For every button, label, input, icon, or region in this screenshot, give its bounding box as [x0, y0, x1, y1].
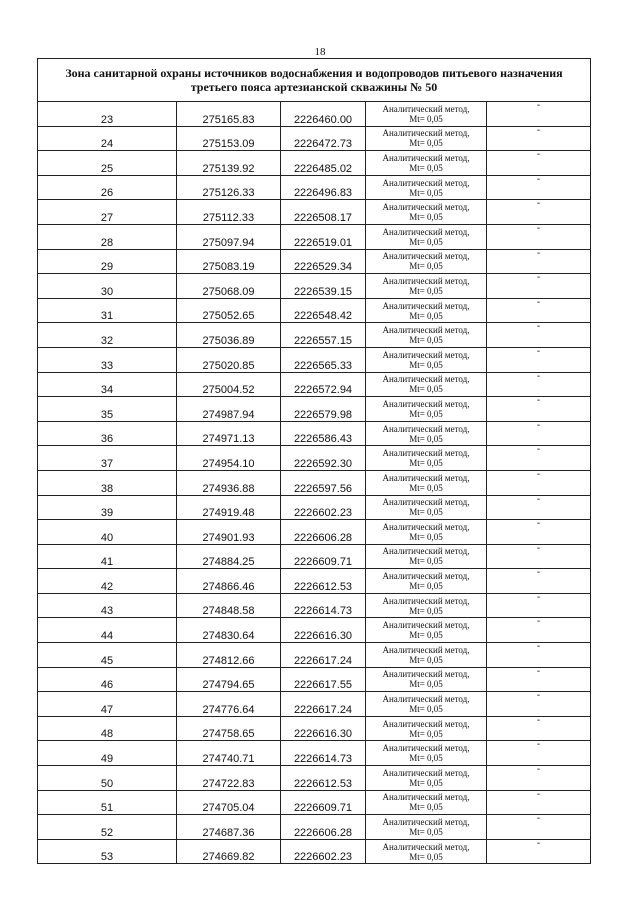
y-coordinate-cell: 2226565.33 [281, 347, 366, 372]
note-cell: - [487, 126, 591, 151]
x-coordinate-cell: 274776.64 [177, 692, 281, 717]
point-number-cell: 30 [38, 274, 177, 299]
method-text: Аналитический метод, [382, 767, 470, 778]
y-coordinate-cell: 2226617.55 [281, 667, 366, 692]
method-text: Аналитический метод, [382, 571, 470, 582]
method-cell [366, 667, 487, 692]
accuracy-text: Mt= 0,05 [409, 581, 443, 592]
y-coordinate-cell: 2226616.30 [281, 716, 366, 741]
point-number-cell: 24 [38, 126, 177, 151]
x-coordinate-cell: 275097.94 [177, 224, 281, 249]
method-cell [366, 249, 487, 274]
table-row [38, 520, 591, 545]
table-row [38, 298, 591, 323]
y-coordinate-cell: 2226496.83 [281, 175, 366, 200]
method-cell [366, 200, 487, 225]
x-coordinate-cell: 274848.58 [177, 593, 281, 618]
method-text: Аналитический метод, [382, 128, 470, 139]
method-cell [366, 372, 487, 397]
accuracy-text: Mt= 0,05 [409, 482, 443, 493]
y-coordinate-cell: 2226485.02 [281, 151, 366, 176]
x-coordinate-cell: 275052.65 [177, 298, 281, 323]
accuracy-text: Mt= 0,05 [409, 827, 443, 838]
accuracy-text: Mt= 0,05 [409, 310, 443, 321]
table-row [38, 224, 591, 249]
note-cell: - [487, 298, 591, 323]
x-coordinate-cell: 275126.33 [177, 175, 281, 200]
method-text: Аналитический метод, [382, 423, 470, 434]
accuracy-text: Mt= 0,05 [409, 802, 443, 813]
note-cell: - [487, 741, 591, 766]
accuracy-text: Mt= 0,05 [409, 851, 443, 862]
y-coordinate-cell: 2226572.94 [281, 372, 366, 397]
accuracy-text: Mt= 0,05 [409, 531, 443, 542]
method-cell [366, 470, 487, 495]
note-cell: - [487, 815, 591, 840]
note-cell: - [487, 544, 591, 569]
table-row [38, 790, 591, 815]
accuracy-text: Mt= 0,05 [409, 261, 443, 272]
x-coordinate-cell: 275153.09 [177, 126, 281, 151]
y-coordinate-cell: 2226472.73 [281, 126, 366, 151]
note-cell: - [487, 692, 591, 717]
accuracy-text: Mt= 0,05 [409, 507, 443, 518]
y-coordinate-cell: 2226612.53 [281, 569, 366, 594]
point-number-cell: 32 [38, 323, 177, 348]
note-cell: - [487, 569, 591, 594]
table-row [38, 102, 591, 127]
note-cell: - [487, 618, 591, 643]
method-text: Аналитический метод, [382, 374, 470, 385]
point-number-cell: 51 [38, 790, 177, 815]
method-text: Аналитический метод, [382, 177, 470, 188]
method-text: Аналитический метод, [382, 694, 470, 705]
x-coordinate-cell: 274919.48 [177, 495, 281, 520]
x-coordinate-cell: 274954.10 [177, 446, 281, 471]
x-coordinate-cell: 275004.52 [177, 372, 281, 397]
x-coordinate-cell: 274971.13 [177, 421, 281, 446]
method-text: Аналитический метод, [382, 472, 470, 483]
method-text: Аналитический метод, [382, 275, 470, 286]
note-cell: - [487, 175, 591, 200]
accuracy-text: Mt= 0,05 [409, 433, 443, 444]
y-coordinate-cell: 2226616.30 [281, 618, 366, 643]
note-cell: - [487, 274, 591, 299]
point-number-cell: 41 [38, 544, 177, 569]
x-coordinate-cell: 275112.33 [177, 200, 281, 225]
method-text: Аналитический метод, [382, 669, 470, 680]
accuracy-text: Mt= 0,05 [409, 359, 443, 370]
table-row [38, 741, 591, 766]
y-coordinate-cell: 2226614.73 [281, 593, 366, 618]
x-coordinate-cell: 275139.92 [177, 151, 281, 176]
method-cell [366, 323, 487, 348]
method-text: Аналитический метод, [382, 300, 470, 311]
accuracy-text: Mt= 0,05 [409, 384, 443, 395]
x-coordinate-cell: 274722.83 [177, 766, 281, 791]
point-number-cell: 31 [38, 298, 177, 323]
table-row [38, 151, 591, 176]
note-cell: - [487, 323, 591, 348]
method-cell [366, 274, 487, 299]
table-row [38, 667, 591, 692]
method-text: Аналитический метод, [382, 841, 470, 852]
table-title [38, 59, 591, 102]
y-coordinate-cell: 2226592.30 [281, 446, 366, 471]
accuracy-text: Mt= 0,05 [409, 654, 443, 665]
point-number-cell: 37 [38, 446, 177, 471]
table-row [38, 126, 591, 151]
point-number-cell: 53 [38, 839, 177, 864]
method-text: Аналитический метод, [382, 325, 470, 336]
method-text: Аналитический метод, [382, 817, 470, 828]
point-number-cell: 34 [38, 372, 177, 397]
note-cell: - [487, 716, 591, 741]
method-text: Аналитический метод, [382, 202, 470, 213]
method-cell [366, 347, 487, 372]
x-coordinate-cell: 275020.85 [177, 347, 281, 372]
note-cell: - [487, 790, 591, 815]
y-coordinate-cell: 2226529.34 [281, 249, 366, 274]
method-text: Аналитический метод, [382, 448, 470, 459]
table-row [38, 766, 591, 791]
table-row [38, 421, 591, 446]
method-cell [366, 421, 487, 446]
note-cell: - [487, 667, 591, 692]
accuracy-text: Mt= 0,05 [409, 138, 443, 149]
y-coordinate-cell: 2226617.24 [281, 692, 366, 717]
table-row [38, 347, 591, 372]
method-text: Аналитический метод, [382, 349, 470, 360]
table-row [38, 692, 591, 717]
note-cell: - [487, 470, 591, 495]
table-title-line-2: третьего пояса артезианской скважины № 50 [190, 80, 438, 94]
accuracy-text: Mt= 0,05 [409, 556, 443, 567]
x-coordinate-cell: 275068.09 [177, 274, 281, 299]
method-cell [366, 790, 487, 815]
page-number: 18 [314, 46, 326, 58]
method-text: Аналитический метод, [382, 644, 470, 655]
coordinates-table [37, 58, 591, 864]
accuracy-text: Mt= 0,05 [409, 408, 443, 419]
point-number-cell: 48 [38, 716, 177, 741]
accuracy-text: Mt= 0,05 [409, 704, 443, 715]
point-number-cell: 39 [38, 495, 177, 520]
y-coordinate-cell: 2226609.71 [281, 544, 366, 569]
point-number-cell: 49 [38, 741, 177, 766]
table-row [38, 397, 591, 422]
point-number-cell: 28 [38, 224, 177, 249]
note-cell: - [487, 151, 591, 176]
x-coordinate-cell: 274812.66 [177, 643, 281, 668]
x-coordinate-cell: 274687.36 [177, 815, 281, 840]
method-text: Аналитический метод, [382, 546, 470, 557]
note-cell: - [487, 839, 591, 864]
y-coordinate-cell: 2226586.43 [281, 421, 366, 446]
table-row [38, 544, 591, 569]
y-coordinate-cell: 2226519.01 [281, 224, 366, 249]
table-row [38, 470, 591, 495]
method-cell [366, 766, 487, 791]
point-number-cell: 46 [38, 667, 177, 692]
accuracy-text: Mt= 0,05 [409, 728, 443, 739]
y-coordinate-cell: 2226557.15 [281, 323, 366, 348]
method-text: Аналитический метод, [382, 103, 470, 114]
table-row [38, 249, 591, 274]
method-cell [366, 618, 487, 643]
y-coordinate-cell: 2226508.17 [281, 200, 366, 225]
method-cell [366, 397, 487, 422]
note-cell: - [487, 200, 591, 225]
method-cell [366, 224, 487, 249]
table-row [38, 815, 591, 840]
method-text: Аналитический метод, [382, 226, 470, 237]
accuracy-text: Mt= 0,05 [409, 335, 443, 346]
point-number-cell: 27 [38, 200, 177, 225]
table-row [38, 200, 591, 225]
note-cell: - [487, 224, 591, 249]
note-cell: - [487, 643, 591, 668]
note-cell: - [487, 520, 591, 545]
method-text: Аналитический метод, [382, 521, 470, 532]
y-coordinate-cell: 2226548.42 [281, 298, 366, 323]
x-coordinate-cell: 274705.04 [177, 790, 281, 815]
table-row [38, 839, 591, 864]
y-coordinate-cell: 2226606.28 [281, 520, 366, 545]
note-cell: - [487, 766, 591, 791]
y-coordinate-cell: 2226602.23 [281, 839, 366, 864]
y-coordinate-cell: 2226617.24 [281, 643, 366, 668]
y-coordinate-cell: 2226609.71 [281, 790, 366, 815]
point-number-cell: 38 [38, 470, 177, 495]
accuracy-text: Mt= 0,05 [409, 187, 443, 198]
x-coordinate-cell: 275165.83 [177, 102, 281, 127]
method-cell [366, 692, 487, 717]
method-cell [366, 175, 487, 200]
accuracy-text: Mt= 0,05 [409, 285, 443, 296]
table-header-row [38, 59, 591, 102]
note-cell: - [487, 421, 591, 446]
method-text: Аналитический метод, [382, 398, 470, 409]
y-coordinate-cell: 2226539.15 [281, 274, 366, 299]
point-number-cell: 23 [38, 102, 177, 127]
x-coordinate-cell: 274936.88 [177, 470, 281, 495]
point-number-cell: 43 [38, 593, 177, 618]
note-cell: - [487, 249, 591, 274]
point-number-cell: 52 [38, 815, 177, 840]
y-coordinate-cell: 2226614.73 [281, 741, 366, 766]
x-coordinate-cell: 274740.71 [177, 741, 281, 766]
table-row [38, 446, 591, 471]
y-coordinate-cell: 2226597.56 [281, 470, 366, 495]
method-cell [366, 446, 487, 471]
method-cell [366, 151, 487, 176]
accuracy-text: Mt= 0,05 [409, 630, 443, 641]
x-coordinate-cell: 274901.93 [177, 520, 281, 545]
table-row [38, 175, 591, 200]
point-number-cell: 26 [38, 175, 177, 200]
note-cell: - [487, 347, 591, 372]
method-text: Аналитический метод, [382, 251, 470, 262]
point-number-cell: 35 [38, 397, 177, 422]
y-coordinate-cell: 2226602.23 [281, 495, 366, 520]
note-cell: - [487, 397, 591, 422]
method-cell [366, 569, 487, 594]
method-cell [366, 544, 487, 569]
method-cell [366, 298, 487, 323]
point-number-cell: 42 [38, 569, 177, 594]
x-coordinate-cell: 274669.82 [177, 839, 281, 864]
accuracy-text: Mt= 0,05 [409, 777, 443, 788]
note-cell: - [487, 372, 591, 397]
method-text: Аналитический метод, [382, 497, 470, 508]
method-cell [366, 815, 487, 840]
accuracy-text: Mt= 0,05 [409, 212, 443, 223]
table-row [38, 495, 591, 520]
accuracy-text: Mt= 0,05 [409, 605, 443, 616]
y-coordinate-cell: 2226612.53 [281, 766, 366, 791]
y-coordinate-cell: 2226606.28 [281, 815, 366, 840]
x-coordinate-cell: 275036.89 [177, 323, 281, 348]
table-row [38, 618, 591, 643]
x-coordinate-cell: 274866.46 [177, 569, 281, 594]
accuracy-text: Mt= 0,05 [409, 458, 443, 469]
method-text: Аналитический метод, [382, 792, 470, 803]
accuracy-text: Mt= 0,05 [409, 162, 443, 173]
method-cell [366, 839, 487, 864]
x-coordinate-cell: 274794.65 [177, 667, 281, 692]
accuracy-text: Mt= 0,05 [409, 679, 443, 690]
accuracy-text: Mt= 0,05 [409, 113, 443, 124]
table-row [38, 274, 591, 299]
y-coordinate-cell: 2226579.98 [281, 397, 366, 422]
note-cell: - [487, 102, 591, 127]
point-number-cell: 36 [38, 421, 177, 446]
table-body [38, 59, 591, 864]
point-number-cell: 40 [38, 520, 177, 545]
point-number-cell: 25 [38, 151, 177, 176]
table-row [38, 643, 591, 668]
method-cell [366, 643, 487, 668]
accuracy-text: Mt= 0,05 [409, 753, 443, 764]
table-row [38, 323, 591, 348]
accuracy-text: Mt= 0,05 [409, 236, 443, 247]
point-number-cell: 50 [38, 766, 177, 791]
table-row [38, 569, 591, 594]
method-cell [366, 716, 487, 741]
method-cell [366, 741, 487, 766]
point-number-cell: 45 [38, 643, 177, 668]
point-number-cell: 47 [38, 692, 177, 717]
x-coordinate-cell: 274830.64 [177, 618, 281, 643]
method-text: Аналитический метод, [382, 595, 470, 606]
table-title-line-1: Зона санитарной охраны источников водоснабжения и водопроводов питьевого назначения [65, 66, 563, 80]
x-coordinate-cell: 275083.19 [177, 249, 281, 274]
y-coordinate-cell: 2226460.00 [281, 102, 366, 127]
method-text: Аналитический метод, [382, 620, 470, 631]
x-coordinate-cell: 274758.65 [177, 716, 281, 741]
x-coordinate-cell: 274884.25 [177, 544, 281, 569]
method-cell [366, 495, 487, 520]
note-cell: - [487, 495, 591, 520]
method-cell [366, 593, 487, 618]
method-cell [366, 520, 487, 545]
method-text: Аналитический метод, [382, 718, 470, 729]
table-row [38, 716, 591, 741]
method-text: Аналитический метод, [382, 743, 470, 754]
table-row [38, 372, 591, 397]
x-coordinate-cell: 274987.94 [177, 397, 281, 422]
point-number-cell: 33 [38, 347, 177, 372]
method-text: Аналитический метод, [382, 152, 470, 163]
method-cell [366, 102, 487, 127]
table-row [38, 593, 591, 618]
point-number-cell: 29 [38, 249, 177, 274]
note-cell: - [487, 446, 591, 471]
note-cell: - [487, 593, 591, 618]
point-number-cell: 44 [38, 618, 177, 643]
method-cell [366, 126, 487, 151]
